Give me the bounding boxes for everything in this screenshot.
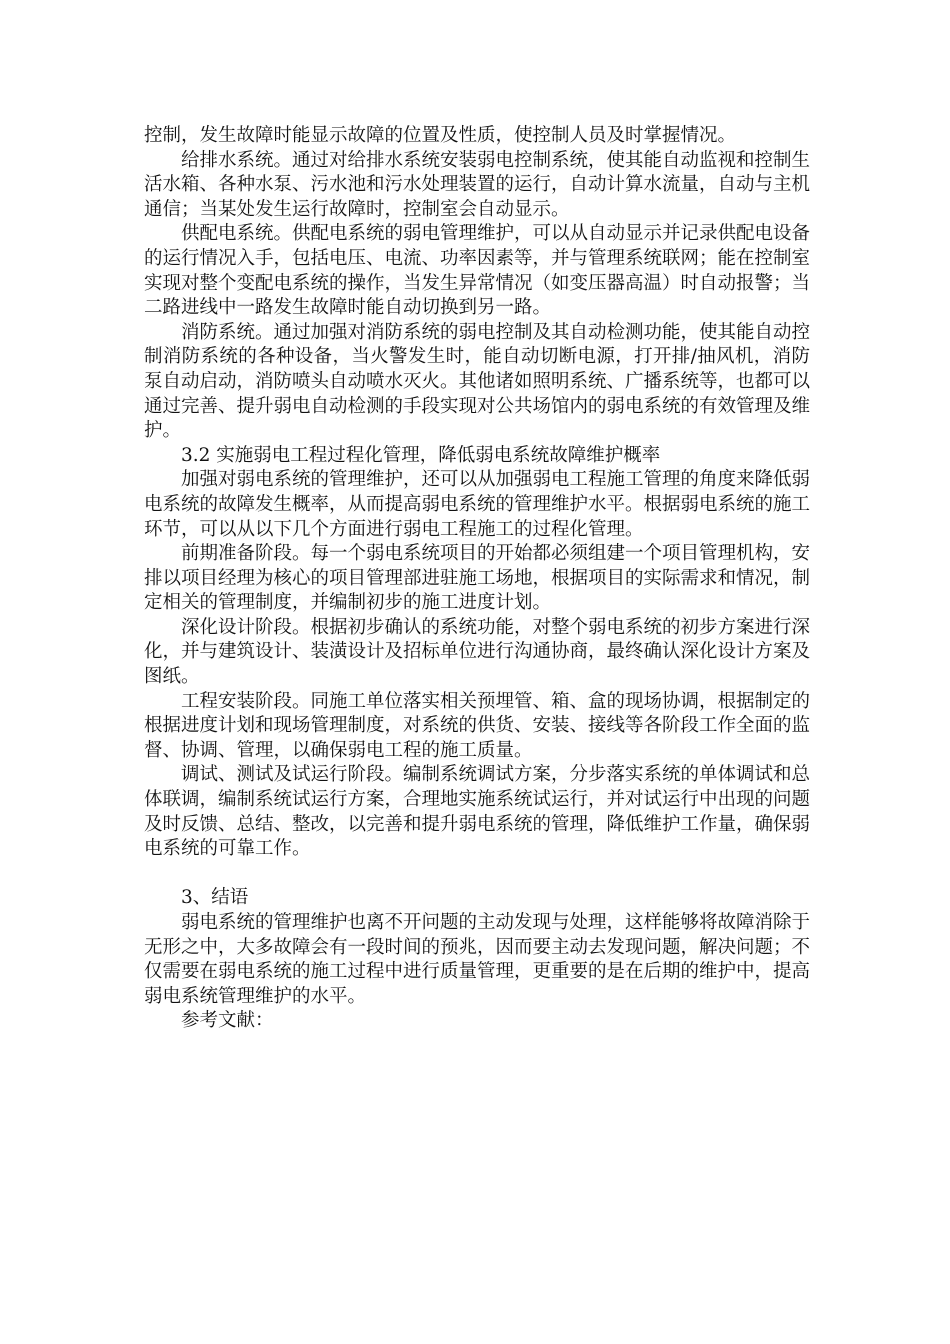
paragraph-power-system: 供配电系统。供配电系统的弱电管理维护，可以从自动显示并记录供配电设备的运行情况入手，包括电压、电流、功率因素等，并与管理系统联网；能在控制室实现对整个变配电系统的操作，当发生异常情况（如变压器高温）时自动报警；当二路进线中一路发生故障时能自动切换到另一路。 xyxy=(144,223,811,319)
paragraph-fire-system: 消防系统。通过加强对消防系统的弱电控制及其自动检测功能，使其能自动控制消防系统的各种设备，当火警发生时，能自动切断电源，打开排/抽风机，消防泵自动启动，消防喷头自动喷水灭火。其他诸如照明系统、广播系统等，也都可以通过完善、提升弱电自动检测的手段实现对公共场馆内的弱电系统的有效管理及维护。 xyxy=(144,321,811,442)
section-heading-conclusion: 3、结语 xyxy=(181,887,249,909)
paragraph-testing-stage: 调试、测试及试运行阶段。编制系统调试方案，分步落实系统的单体调试和总体联调，编制系统试运行方案，合理地实施系统试运行，并对试运行中出现的问题及时反馈、总结、整改，以完善和提升弱电系统的管理，降低维护工作量，确保弱电系统的可靠工作。 xyxy=(144,764,811,860)
references-heading: 参考文献： xyxy=(181,1010,274,1032)
paragraph-construction-management: 加强对弱电系统的管理维护，还可以从加强弱电工程施工管理的角度来降低弱电系统的故障发生概率，从而提高弱电系统的管理维护水平。根据弱电系统的施工环节，可以从以下几个方面进行弱电工程施工的过程化管理。 xyxy=(144,469,811,540)
paragraph-installation-stage: 工程安装阶段。同施工单位落实相关预埋管、箱、盒的现场协调，根据制定的根据进度计划和现场管理制度，对系统的供货、安装、接线等各阶段工作全面的监督、协调、管理，以确保弱电工程的施工质量。 xyxy=(144,690,811,761)
section-heading-3-2: 3.2 实施弱电工程过程化管理，降低弱电系统故障维护概率 xyxy=(181,444,661,466)
paragraph-continued: 控制，发生故障时能显示故障的位置及性质，使控制人员及时掌握情况。 xyxy=(144,125,737,146)
document-body xyxy=(144,124,810,1034)
blank-line xyxy=(144,862,810,887)
paragraph-preparation-stage: 前期准备阶段。每一个弱电系统项目的开始都必须组建一个项目管理机构，安排以项目经理为核心的项目管理部进驻施工场地，根据项目的实际需求和情况，制定相关的管理制度，并编制初步的施工进度计划。 xyxy=(144,543,811,614)
paragraph-water-system: 给排水系统。通过对给排水系统安装弱电控制系统，使其能自动监视和控制生活水箱、各种水泵、污水池和污水处理装置的运行，自动计算水流量，自动与主机通信；当某处发生运行故障时，控制室会自动显示。 xyxy=(144,149,811,220)
paragraph-design-stage: 深化设计阶段。根据初步确认的系统功能，对整个弱电系统的初步方案进行深化，并与建筑设计、装潢设计及招标单位进行沟通协商，最终确认深化设计方案及图纸。 xyxy=(144,616,811,688)
paragraph-conclusion: 弱电系统的管理维护也离不开问题的主动发现与处理，这样能够将故障消除于无形之中，大多故障会有一段时间的预兆，因而要主动去发现问题，解决问题；不仅需要在弱电系统的施工过程中进行质量管理，更重要的是在后期的维护中，提高弱电系统管理维护的水平。 xyxy=(144,912,811,1007)
